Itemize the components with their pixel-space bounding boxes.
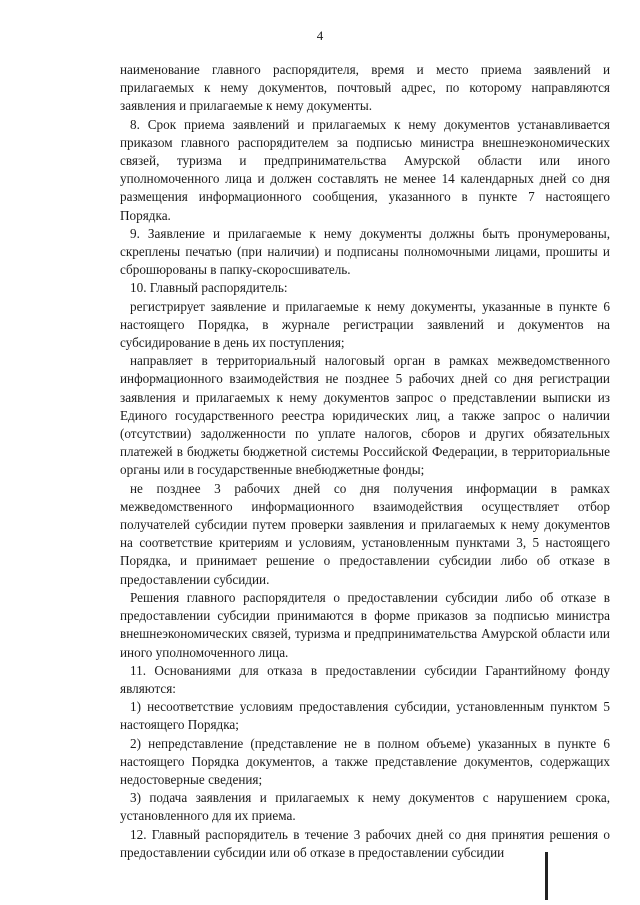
paragraph: Решения главного распорядителя о предоставлении субсидии либо об отказе в предоставлении субсидии принимаются в форме приказов за подписью министра внешнеэкономических связей, туризма и предпринимательства Амурской области или иного уполномоченного лица. bbox=[120, 589, 610, 660]
paragraph: 1) несоответствие условиям предоставления субсидии, установленным пунктом 5 настоящего Порядка; bbox=[120, 699, 610, 733]
paragraph: 12. Главный распорядитель в течение 3 рабочих дней со дня принятия решения о предоставлении субсидии или об отказе в предоставлении субсидии bbox=[120, 826, 610, 860]
paragraph: направляет в территориальный налоговый орган в рамках межведомственного информационного взаимодействия не позднее 5 рабочих дней со дня регистрации заявления и прилагаемых к нему документов запрос о представлении выписки из Единого государственного реестра юридических лиц, а также запрос о наличии (отсутствии) задолженности по уплате налогов, сборов и других обязательных платежей в бюджеты бюджетной системы Российской Федерации, в территориальные органы или в государственные внебюджетные фонды; bbox=[120, 353, 610, 478]
page-number: 4 bbox=[316, 28, 324, 43]
paragraph: 3) подача заявления и прилагаемых к нему документов с нарушением срока, установленного для их приема. bbox=[120, 790, 610, 824]
paragraph: 10. Главный распорядитель: bbox=[130, 280, 288, 296]
paragraph: 11. Основаниями для отказа в предоставлении субсидии Гарантийному фонду являются: bbox=[120, 662, 610, 696]
document-body bbox=[120, 61, 610, 862]
paragraph: 2) непредставление (представление не в полном объеме) указанных в пункте 6 настоящего Порядка документов, а также представление документов, содержащих недостоверные сведения; bbox=[120, 735, 610, 787]
binding-mark bbox=[545, 852, 548, 900]
paragraph: не позднее 3 рабочих дней со дня получения информации в рамках межведомственного информационного взаимодействия осуществляет отбор получателей субсидии путем проверки заявления и прилагаемых к нему документов на соответствие критериям и условиям, установленным пунктами 3, 5 настоящего Порядка, и принимает решение о предоставлении субсидии либо об отказе в предоставлении субсидии. bbox=[120, 480, 610, 587]
paragraph: регистрирует заявление и прилагаемые к нему документы, указанные в пункте 6 настоящего Порядка, в журнале регистрации заявлений и документов на субсидирование в день их поступления; bbox=[120, 298, 610, 351]
paragraph: 9. Заявление и прилагаемые к нему документы должны быть пронумерованы, скреплены печатью (при наличии) и подписаны полномочными лицами, прошиты и сброшюрованы в папку-скоросшиватель. bbox=[120, 225, 610, 278]
paragraph: 8. Срок приема заявлений и прилагаемых к нему документов устанавливается приказом главного распорядителем за подписью министра внешнеэкономических связей, туризма и предпринимательства Амурской области или иного уполномоченного лица и должен составлять не менее 14 календарных дней со дня размещения информационного сообщения, указанного в пункте 7 настоящего Порядка. bbox=[120, 116, 610, 223]
paragraph: наименование главного распорядителя, время и место приема заявлений и прилагаемых к нему документов, почтовый адрес, по которому направляются заявления и прилагаемые к нему документы. bbox=[120, 62, 610, 114]
